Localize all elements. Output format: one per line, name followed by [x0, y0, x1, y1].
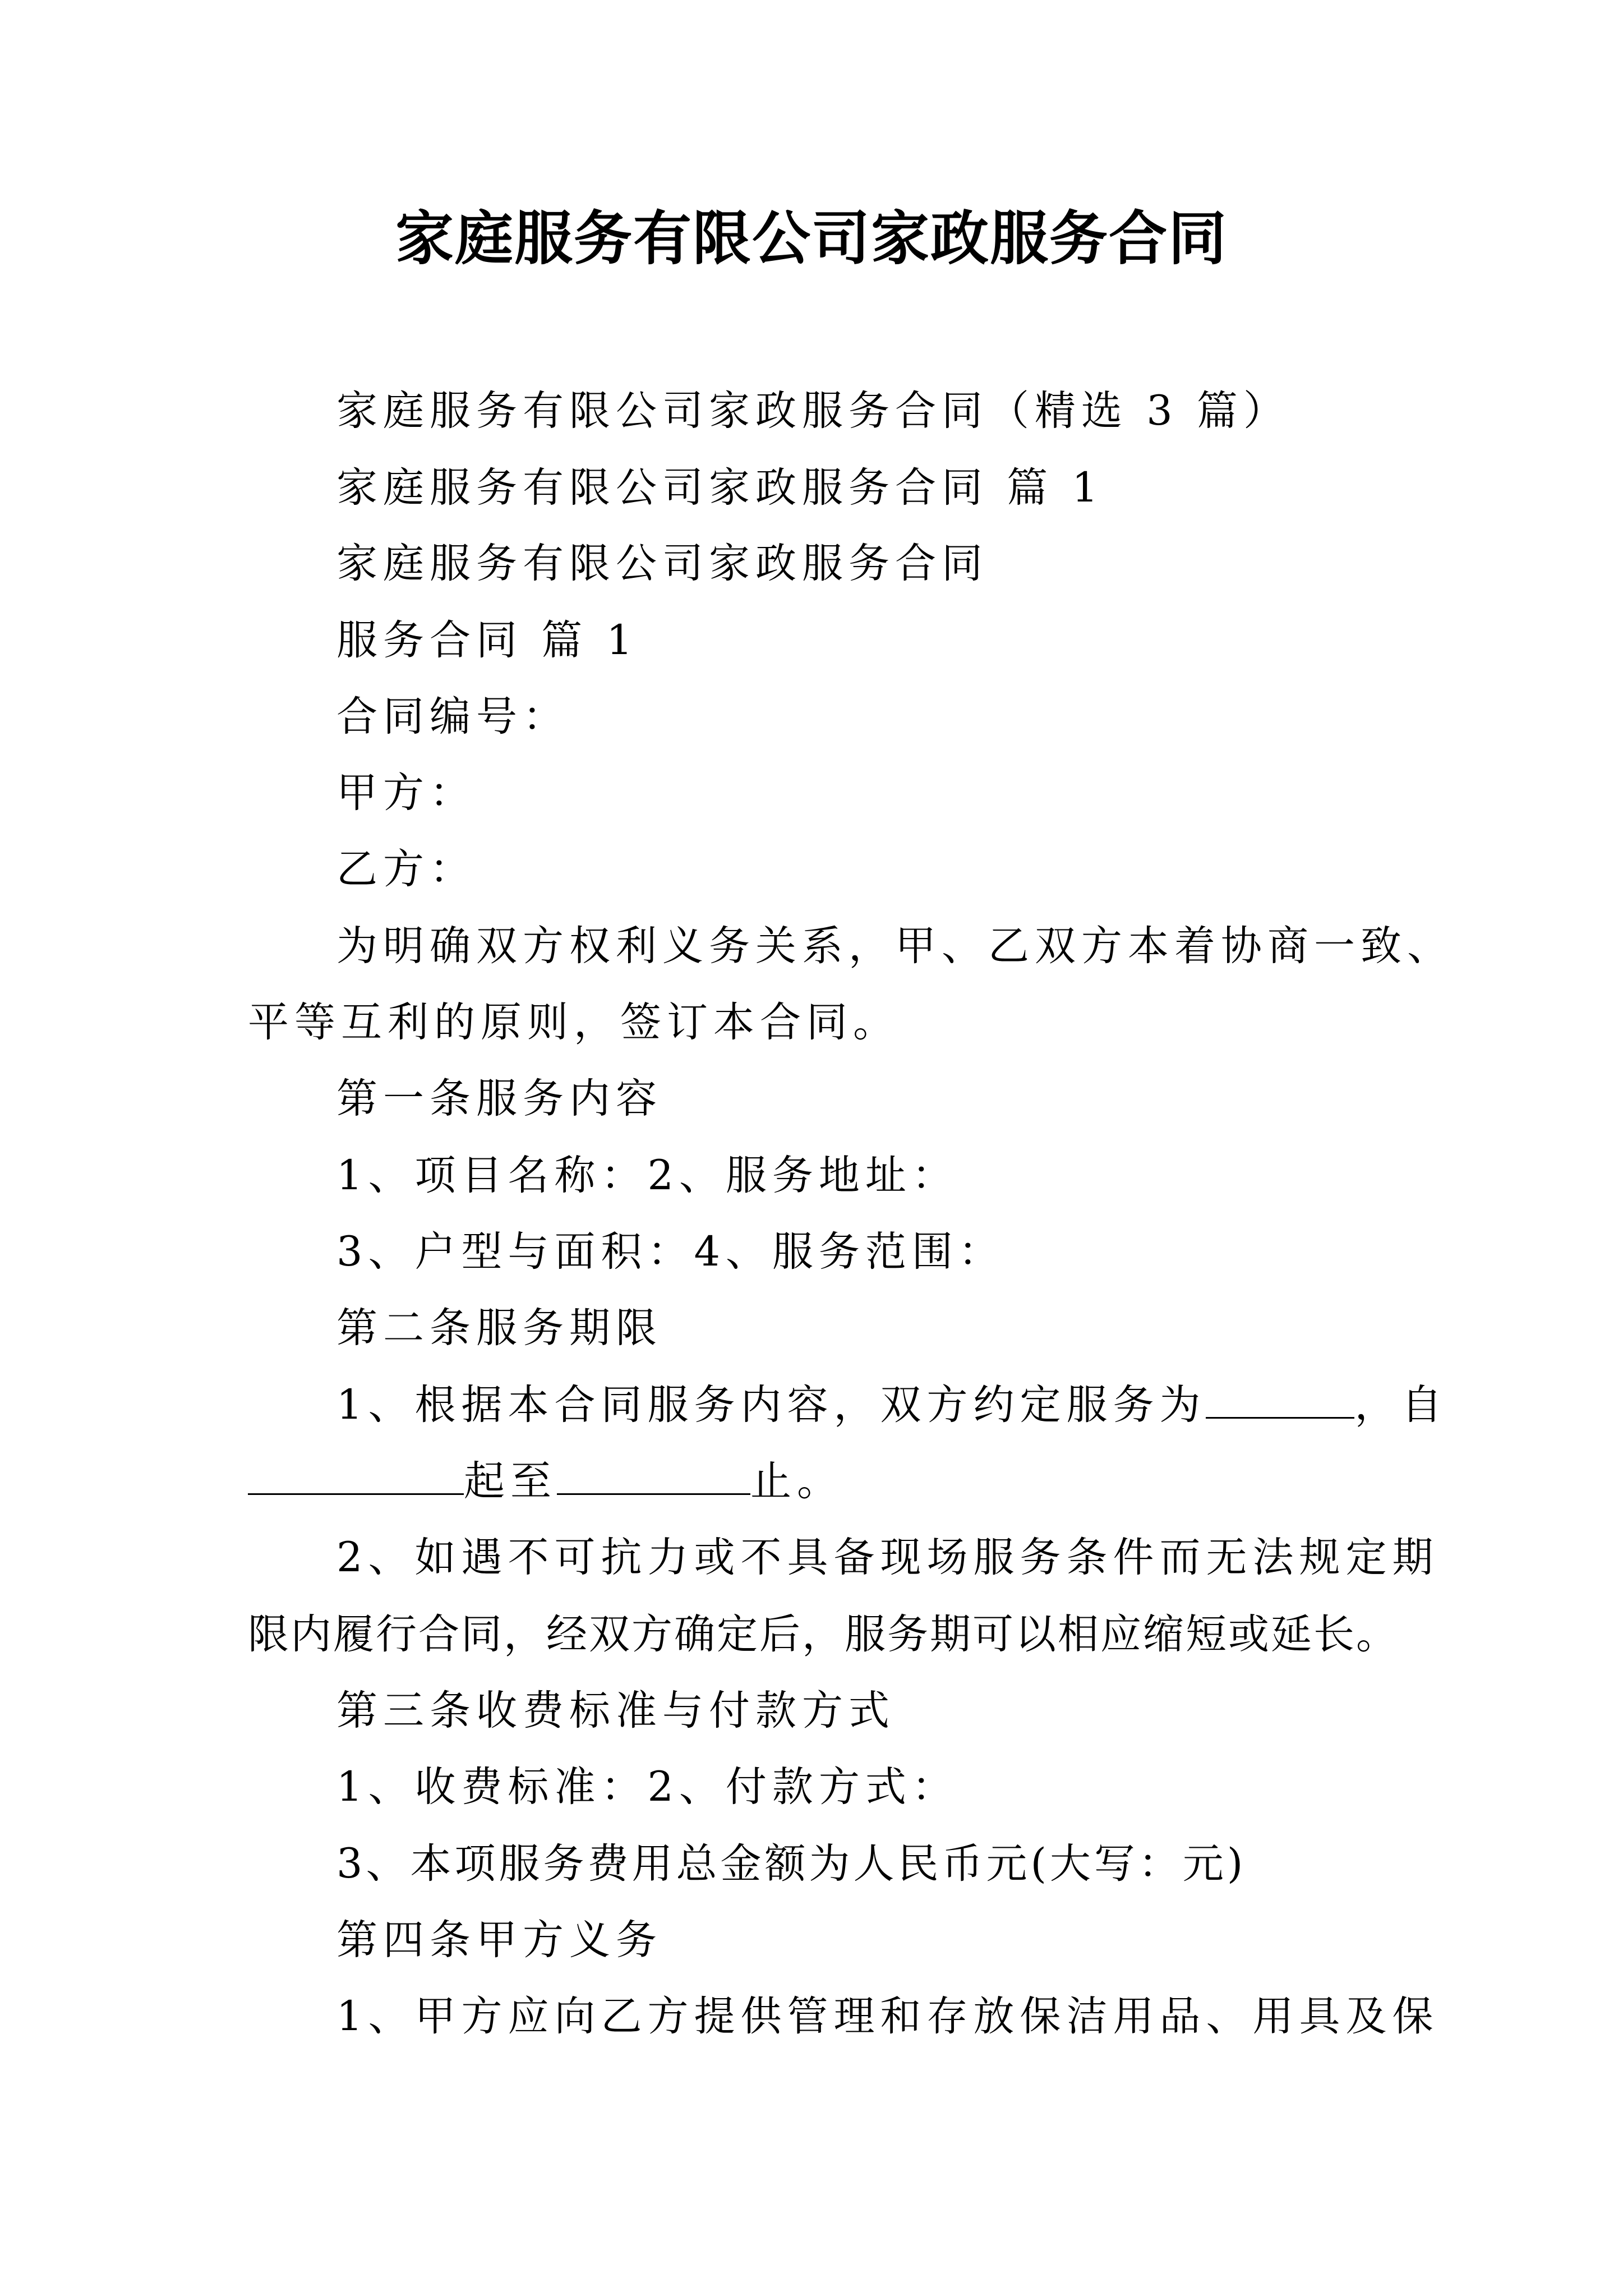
- article-2-heading: 第二条服务期限: [336, 1304, 662, 1352]
- article-3-heading: 第三条收费标准与付款方式: [336, 1687, 895, 1734]
- contract-name: 家庭服务有限公司家政服务合同: [336, 540, 988, 587]
- article-1-heading: 第一条服务内容: [336, 1075, 662, 1122]
- article-4-heading: 第四条甲方义务: [336, 1916, 662, 1964]
- start-date-blank[interactable]: [248, 1458, 464, 1495]
- service-blank[interactable]: [1206, 1382, 1354, 1419]
- article-1-item-3-4: 3、户型与面积：4、服务范围：: [336, 1228, 1005, 1276]
- article-3-item-3: 3、本项服务费用总金额为人民币元(大写：元): [336, 1840, 1247, 1888]
- preamble-line-1: 为明确双方权利义务关系，甲、乙双方本着协商一致、: [336, 922, 1454, 970]
- article-1-item-1-2: 1、项目名称：2、服务地址：: [336, 1152, 958, 1199]
- party-a-label: 甲方：: [336, 769, 476, 817]
- start-to-label: 起至: [464, 1457, 557, 1505]
- article-2-item-1-line-2: [248, 1453, 843, 1510]
- subtitle-selected-3: 家庭服务有限公司家政服务合同（精选 3 篇）: [336, 387, 1290, 435]
- preamble-line-2: 平等互利的原则，签订本合同。: [248, 999, 900, 1046]
- party-b-label: 乙方：: [336, 845, 476, 893]
- article-2-item-1-text: 1、根据本合同服务内容，双方约定服务为: [336, 1381, 1206, 1429]
- section-heading-part-1: 家庭服务有限公司家政服务合同 篇 1: [336, 464, 1104, 512]
- article-2-item-1-from: ，自: [1354, 1381, 1448, 1429]
- article-2-item-2-line-1: 2、如遇不可抗力或不具备现场服务条件而无法规定期: [336, 1534, 1439, 1581]
- service-contract-part-1: 服务合同 篇 1: [336, 616, 638, 664]
- article-3-item-1-2: 1、收费标准：2、付款方式：: [336, 1763, 958, 1811]
- article-2-item-1-line-1: [336, 1377, 1447, 1433]
- document-title: 家庭服务有限公司家政服务合同: [395, 204, 1228, 273]
- end-label: 止。: [750, 1457, 843, 1505]
- article-4-item-1: 1、甲方应向乙方提供管理和存放保洁用品、用具及保: [336, 1993, 1439, 2040]
- end-date-blank[interactable]: [557, 1458, 750, 1495]
- contract-number-label: 合同编号：: [336, 693, 569, 740]
- article-2-item-2-line-2: 限内履行合同，经双方确定后，服务期可以相应缩短或延长。: [248, 1611, 1399, 1658]
